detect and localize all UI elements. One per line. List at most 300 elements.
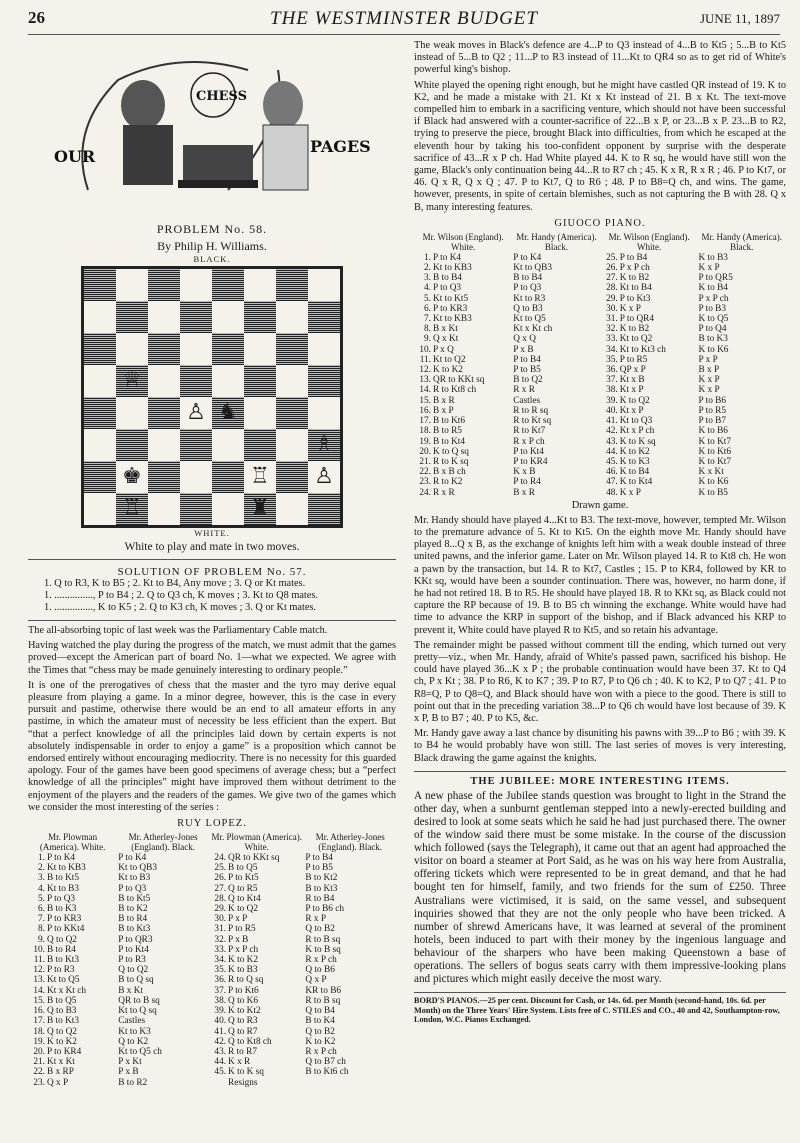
table-row	[414, 457, 786, 467]
white-move: Q x Kt	[433, 334, 459, 345]
white-move: Q to B3	[47, 1006, 77, 1017]
black-move: B to Kt2	[305, 873, 338, 884]
column-header: Mr. Handy (America). Black.	[516, 231, 597, 252]
table-row	[28, 1027, 396, 1037]
move-number: 45.	[214, 1067, 227, 1078]
black-move: P to Kt4	[118, 944, 149, 955]
move-number: 21.	[33, 1057, 45, 1068]
black-move: B to R4	[118, 914, 148, 925]
move-number: 28.	[214, 893, 227, 904]
move-number: 13.	[33, 975, 45, 986]
paragraph: It is one of the prerogatives of chess that the master and the tyro may derive equal pleasure from playing a game. In a minor degree, however, this is the case in every pursuit and pastime, otherwise there would be an end to all amateur efforts in any pastime, in which the amateur must of necessity be less efficient than the expert. But “that a perfect knowledge of all the principles laid down by certain experts is not absolutely indispensable in order to enjoy a game” is a proposition which cannot be endorsed entirely without encouraging mediocrity. There is no necessity for this guarded apology. Four of the games have been good specimens of average chess; but a “perfect knowledge of all the principles” might have improved them without detriment to the enjoyment of the players and the readers of the games. We give two of the games which we consider the most interesting of the series :	[28, 679, 396, 813]
masthead-word-our: OUR	[54, 147, 96, 166]
white-move: K to Kt2	[228, 1006, 261, 1017]
black-move: K to Kt7	[698, 456, 732, 467]
move-number: 5.	[38, 893, 45, 904]
white-move: P to Kt6	[228, 985, 259, 996]
problem-author: By Philip H. Williams.	[157, 239, 267, 253]
white-move: Kt to Q3	[619, 416, 653, 427]
game-result: Drawn game.	[571, 499, 629, 511]
white-move: QR to KKt sq	[228, 853, 280, 864]
column-header: Mr. Plowman (America). White.	[211, 832, 302, 853]
white-move: Q to R5	[228, 883, 258, 894]
black-move: P to QR5	[698, 273, 733, 284]
move-number: 7.	[38, 914, 45, 925]
white-move: K to Q sq	[433, 446, 469, 457]
board-square	[84, 269, 116, 301]
column-header: Mr. Atherley-Jones (England). Black.	[128, 832, 198, 853]
black-move: Q to B2	[305, 1026, 335, 1037]
black-move: K x Kt	[698, 467, 724, 478]
table-row	[28, 955, 396, 965]
white-move: P to K4	[47, 853, 76, 864]
move-number: 8.	[424, 324, 431, 335]
left-column	[28, 40, 396, 1088]
table-row	[414, 406, 786, 416]
table-row	[28, 986, 396, 996]
move-number: 1.	[38, 853, 45, 864]
black-move: K to K6	[698, 477, 729, 488]
move-number: 43.	[606, 436, 618, 447]
board-square	[180, 429, 212, 461]
move-number: 30.	[214, 914, 227, 925]
column-header: Mr. Atherley-Jones (England). Black.	[315, 832, 385, 853]
move-number: 14.	[419, 385, 431, 396]
move-number: 32.	[214, 934, 227, 945]
white-move: R to Q sq	[228, 975, 264, 986]
board-square	[308, 365, 340, 397]
white-move: B to Kt6	[433, 416, 466, 427]
table-row	[28, 863, 396, 873]
move-number: 17.	[33, 1016, 45, 1027]
move-number: 18.	[33, 1026, 45, 1037]
board-square	[276, 493, 308, 525]
black-move: P to R4	[513, 477, 541, 488]
masthead-drawing	[28, 40, 396, 220]
black-move: K to B sq	[305, 944, 341, 955]
solution-line: 1. ..............., P to B4 ; 2. Q to Q3 ch, K moves ; 3. Kt to Q8 mates.	[44, 590, 318, 601]
board-square	[244, 269, 276, 301]
black-move: K to B5	[698, 487, 728, 498]
black-move: K to K6	[698, 344, 729, 355]
table-row	[28, 1078, 396, 1088]
board-square	[180, 333, 212, 365]
table-row	[414, 365, 786, 375]
table-row	[414, 345, 786, 355]
table-row	[28, 924, 396, 934]
board-square	[84, 493, 116, 525]
move-number: 11.	[419, 354, 431, 365]
board-square	[116, 333, 148, 365]
table-row	[28, 853, 396, 863]
black-move: Q to B7 ch	[305, 1057, 346, 1068]
board-square	[244, 493, 276, 525]
black-move: Q to B6	[305, 965, 335, 976]
board-square	[308, 461, 340, 493]
white-move: Resigns	[228, 1077, 258, 1088]
board-square	[244, 301, 276, 333]
move-number: 12.	[33, 965, 45, 976]
black-move: P x B	[118, 1067, 139, 1078]
black-move: P to Q4	[698, 324, 727, 335]
white-move: Q to Kt8 ch	[228, 1036, 272, 1047]
table-row	[414, 426, 786, 436]
board-square	[212, 365, 244, 397]
table-row	[414, 437, 786, 447]
masthead-word-pages: PAGES	[310, 137, 371, 156]
black-move: Q to B2	[305, 924, 335, 935]
board-square	[84, 429, 116, 461]
black-move: P x P	[698, 354, 718, 365]
white-move: K to B4	[619, 467, 650, 478]
chess-piece-icon: ♞	[218, 400, 238, 425]
white-move: P to Q3	[47, 893, 76, 904]
move-number: 30.	[606, 303, 618, 314]
board-square	[148, 493, 180, 525]
white-move: B x Kt	[433, 324, 458, 335]
move-number: 2.	[38, 863, 45, 874]
move-number: 10.	[419, 344, 431, 355]
board-square	[244, 365, 276, 397]
move-number: 48.	[606, 487, 618, 498]
table-row	[414, 375, 786, 385]
black-move: P to Q3	[513, 283, 542, 294]
move-number: 26.	[214, 873, 227, 884]
white-move: R to Kt8 ch	[433, 385, 477, 396]
divider	[414, 771, 786, 772]
page-header	[28, 8, 780, 35]
move-number: 39.	[214, 1006, 227, 1017]
move-number: 42.	[214, 1036, 227, 1047]
black-move: R x P	[305, 914, 327, 925]
white-move: K x R	[228, 1057, 251, 1068]
move-number: 3.	[38, 873, 45, 884]
black-move: R x P ch	[305, 1046, 337, 1057]
move-number: 19.	[419, 436, 431, 447]
move-number: 37.	[606, 375, 618, 386]
black-move: Kt to Q sq	[118, 1006, 157, 1017]
white-move: K to K sq	[619, 436, 656, 447]
black-move: Kt to B3	[118, 873, 151, 884]
board-square	[116, 397, 148, 429]
board-square	[276, 429, 308, 461]
black-move: K x P	[698, 263, 720, 274]
move-number: 14.	[33, 985, 45, 996]
move-number: 45.	[606, 456, 618, 467]
table-row	[414, 334, 786, 344]
white-move: K to B2	[619, 273, 650, 284]
move-number: 27.	[606, 273, 618, 284]
move-number: 13.	[419, 375, 431, 386]
board-square	[212, 493, 244, 525]
move-number: 3.	[424, 273, 431, 284]
white-move: K to Q2	[619, 395, 650, 406]
black-move: P to Kt4	[513, 446, 544, 457]
black-move: R to R sq	[513, 405, 549, 416]
black-move: B x Kt	[118, 985, 144, 996]
black-move: P to B6	[698, 395, 727, 406]
problem-caption: White to play and mate in two moves.	[124, 541, 300, 553]
white-move: P to KR3	[433, 303, 468, 314]
black-move: B to Q2	[513, 375, 543, 386]
table-row	[414, 447, 786, 457]
black-move: Kt to QB3	[118, 863, 157, 874]
black-move: P x Kt	[118, 1057, 142, 1068]
move-number: 35.	[214, 965, 227, 976]
black-move: P to K4	[513, 252, 542, 263]
board-square	[116, 301, 148, 333]
white-move: P to R5	[619, 354, 648, 365]
move-number: 31.	[606, 314, 618, 325]
table-row	[414, 294, 786, 304]
board-square	[116, 269, 148, 301]
black-move: P to B3	[698, 303, 727, 314]
white-move: B to Kt3	[47, 955, 80, 966]
white-move: B x R	[433, 395, 455, 406]
paragraph: The weak moves in Black's defence are 4...P to Q3 instead of 4...B to Kt5 ; 5...B to Kt5 instead of 5...B to Q2 ; 11...P to R3 instead of 11...Kt to QR4 so as to get rid of White's powerful king's bishop.	[414, 40, 786, 76]
board-square	[180, 269, 212, 301]
white-move: P x P ch	[228, 944, 259, 955]
black-move: B to Kt3	[118, 924, 151, 935]
move-number: 44.	[606, 446, 618, 457]
white-move: P x P	[228, 914, 248, 925]
white-move: B to Kt3	[47, 1016, 80, 1027]
black-move: K to K2	[305, 1036, 336, 1047]
white-move: B x RP	[47, 1067, 74, 1078]
jubilee-article	[414, 776, 786, 986]
white-move: P x B	[228, 934, 249, 945]
white-move: P x P ch	[619, 263, 650, 274]
white-move: Kt to Q5	[47, 975, 80, 986]
move-number: 38.	[606, 385, 618, 396]
black-move: R to B4	[305, 893, 335, 904]
white-move: Kt x Kt ch	[47, 985, 86, 996]
board-square	[308, 269, 340, 301]
table-row	[414, 253, 786, 263]
move-number: 22.	[419, 467, 431, 478]
white-move: Kt x P	[619, 385, 644, 396]
board-square	[84, 397, 116, 429]
black-move: K x B	[513, 467, 536, 478]
solution-line: 1. Q to R3, K to B5 ; 2. Kt to B4, Any move ; 3. Q or Kt mates.	[44, 578, 306, 589]
white-move: Q to R3	[228, 1016, 258, 1027]
white-move: QR to KKt sq	[433, 375, 485, 386]
white-move: B to R4	[47, 944, 76, 955]
white-move: B to B4	[433, 273, 462, 284]
jubilee-title: THE JUBILEE: MORE INTERESTING ITEMS.	[470, 775, 730, 787]
move-number: 43.	[214, 1046, 227, 1057]
move-number: 37.	[214, 985, 227, 996]
solution-line: 1. ..............., K to K5 ; 2. Q to K3 ch, K moves ; 3. Q or Kt mates.	[44, 602, 316, 613]
move-number: 28.	[606, 283, 618, 294]
white-move: Kt x P ch	[619, 426, 655, 437]
board-square	[308, 301, 340, 333]
black-move: P x P ch	[698, 293, 729, 304]
black-move: P to B5	[513, 365, 541, 376]
black-move: Q to B3	[513, 303, 543, 314]
black-move: P to B4	[305, 853, 333, 864]
table-row	[28, 1047, 396, 1057]
white-move: Kt to B4	[619, 283, 652, 294]
white-move: P to R3	[47, 965, 75, 976]
paragraph: The all-absorbing topic of last week was the Parliamentary Cable match.	[28, 625, 328, 636]
white-move: P to Q3	[433, 283, 462, 294]
black-move: K to Q5	[698, 314, 729, 325]
black-move: K to B6	[698, 426, 728, 437]
move-number: 9.	[38, 934, 45, 945]
board-square	[148, 397, 180, 429]
chess-piece-icon: ♗	[314, 432, 334, 457]
white-move: Q to R7	[228, 1026, 258, 1037]
white-move: Q to K6	[228, 995, 259, 1006]
black-move: R to Kt sq	[513, 416, 552, 427]
board-square	[276, 397, 308, 429]
paragraph: Having watched the play during the progress of the match, we must admit that the games proved—except the American part of board No. 1—what we expected. We agree with the Times that “chess may be made genuinely interesting to ordinary people.”	[28, 640, 396, 676]
move-number: 12.	[419, 365, 431, 376]
black-move: Q to K2	[118, 1036, 149, 1047]
black-move: Castles	[118, 1016, 146, 1027]
board-square	[148, 333, 180, 365]
table-row	[28, 1067, 396, 1077]
black-move: Kt to QB3	[513, 263, 552, 274]
board-square	[148, 365, 180, 397]
move-number: 18.	[419, 426, 431, 437]
giuoco-piano-title: GIUOCO PIANO.	[554, 217, 646, 229]
move-number: 1.	[424, 252, 431, 263]
black-move: B to Kt5	[118, 893, 151, 904]
white-move: Kt x Kt	[47, 1057, 75, 1068]
black-move: B to K4	[305, 1016, 335, 1027]
divider	[28, 620, 396, 621]
white-move: R x R	[433, 487, 455, 498]
move-number: 15.	[33, 995, 45, 1006]
chess-piece-icon: ♜	[250, 496, 270, 521]
move-number: 29.	[606, 293, 618, 304]
chess-piece-icon: ♕	[122, 368, 142, 393]
board-square	[212, 461, 244, 493]
white-move: K to K2	[47, 1036, 77, 1047]
move-number: 6.	[38, 904, 45, 915]
column-header: Mr. Wilson (England). White.	[608, 231, 690, 252]
board-square	[276, 269, 308, 301]
board-square	[276, 365, 308, 397]
white-move: K to Q2	[228, 904, 259, 915]
move-number: 26.	[606, 263, 618, 274]
black-move: P to Q3	[118, 883, 147, 894]
white-move: K to K2	[228, 955, 259, 966]
jubilee-text: A new phase of the Jubilee stands question was brought to light in the Strand the other day, when a sunburnt gentleman stepped into a newly-erected building and desired to look at some seats which he said he had just purchased there. The owner of the window said there must be some mistake. In the course of the discussion which followed (says the Telegraph), it came out that an agent had approached the visitor on board a steamer at Port Said, as he was on his way here from Australia, offering tickets which were represented to be in great demand, and that he had bought ten for himself, family, and two friends for the sum of £250. Three Australians were victimised, it is said, on the same vessel, and subsequent inquiries showed that they are not the only people who have been tricked. A number of shrewd Americans have, it was learned at several of the prominent hotels, been induced to part with their money by the ingenious language and behaviour of the sharpers who have been making Queenstown a base of operations. The sellers of bogus seats carry with them impressive-looking plans and pictures which might easily deceive the most wary.	[414, 789, 786, 986]
black-move: Q x P	[305, 975, 327, 986]
move-number: 16.	[419, 405, 431, 416]
move-number: 34.	[606, 344, 618, 355]
publication-title: THE WESTMINSTER BUDGET	[270, 8, 538, 29]
move-number: 7.	[424, 314, 431, 325]
white-move: K to K2	[433, 365, 463, 376]
move-number: 36.	[606, 365, 618, 376]
black-move: K to B4	[698, 283, 728, 294]
move-number: 36.	[214, 975, 227, 986]
svg-text:PAGES	[310, 137, 371, 156]
move-number: 21.	[419, 456, 431, 467]
column-header: Mr. Plowman (America). White.	[39, 832, 106, 853]
board-square	[84, 301, 116, 333]
table-row	[28, 904, 396, 914]
black-move: K to Kt7	[698, 436, 732, 447]
board-square	[244, 397, 276, 429]
move-number: 41.	[214, 1026, 227, 1037]
white-move: B to Q5	[47, 995, 77, 1006]
white-move: B x P	[433, 405, 454, 416]
board-square	[308, 429, 340, 461]
table-row	[28, 945, 396, 955]
move-number	[209, 1078, 227, 1088]
board-square	[308, 397, 340, 429]
black-move: Kt to Q5 ch	[118, 1046, 162, 1057]
table-row	[414, 283, 786, 293]
table-row	[28, 965, 396, 975]
move-number: 41.	[606, 416, 618, 427]
black-move: B x R	[513, 487, 535, 498]
white-move: P to R5	[228, 924, 256, 935]
black-move: R to B sq	[305, 995, 341, 1006]
white-move: Kt to B3	[47, 883, 80, 894]
move-number: 23.	[419, 477, 431, 488]
board-square	[180, 301, 212, 333]
board-square	[180, 493, 212, 525]
black-move: Q x Q	[513, 334, 536, 345]
white-move: Kt x P	[619, 405, 644, 416]
white-move: P to Kt5	[228, 873, 259, 884]
black-move: B to K2	[118, 904, 148, 915]
table-row	[414, 416, 786, 426]
white-move: B to K3	[47, 904, 77, 915]
white-move: B to Kt5	[47, 873, 80, 884]
black-move: B to Kt3	[305, 883, 338, 894]
black-move: K to Kt6	[698, 446, 732, 457]
issue-date: JUNE 11, 1897	[699, 11, 780, 26]
white-move: P to KKt4	[47, 924, 85, 935]
table-row	[414, 477, 786, 487]
move-number: 34.	[214, 955, 227, 966]
move-number: 22.	[33, 1067, 45, 1078]
black-move: R x P ch	[513, 436, 545, 447]
white-move: K to Kt4	[619, 477, 653, 488]
white-move: Kt to Kt5	[433, 293, 469, 304]
move-number: 4.	[38, 883, 45, 894]
move-number: 25.	[606, 252, 618, 263]
chess-masthead-illustration	[28, 40, 396, 220]
board-square	[276, 333, 308, 365]
move-number: 9.	[424, 334, 431, 345]
move-number: 17.	[419, 416, 431, 427]
board-square	[276, 301, 308, 333]
table-row	[414, 273, 786, 283]
white-move: Q x P	[47, 1077, 69, 1088]
board-square	[148, 269, 180, 301]
black-move: B to Q sq	[118, 975, 154, 986]
board-square	[212, 301, 244, 333]
table-row	[414, 467, 786, 477]
black-move: Q to B4	[305, 1006, 335, 1017]
move-number: 20.	[419, 446, 431, 457]
white-label: WHITE.	[194, 528, 230, 538]
white-move: R to K sq	[433, 456, 469, 467]
move-number: 2.	[424, 263, 431, 274]
board-square	[180, 365, 212, 397]
giuoco-piano-moves-table	[414, 231, 786, 498]
black-move: Q to Q2	[118, 965, 149, 976]
white-move: K to K3	[619, 456, 650, 467]
